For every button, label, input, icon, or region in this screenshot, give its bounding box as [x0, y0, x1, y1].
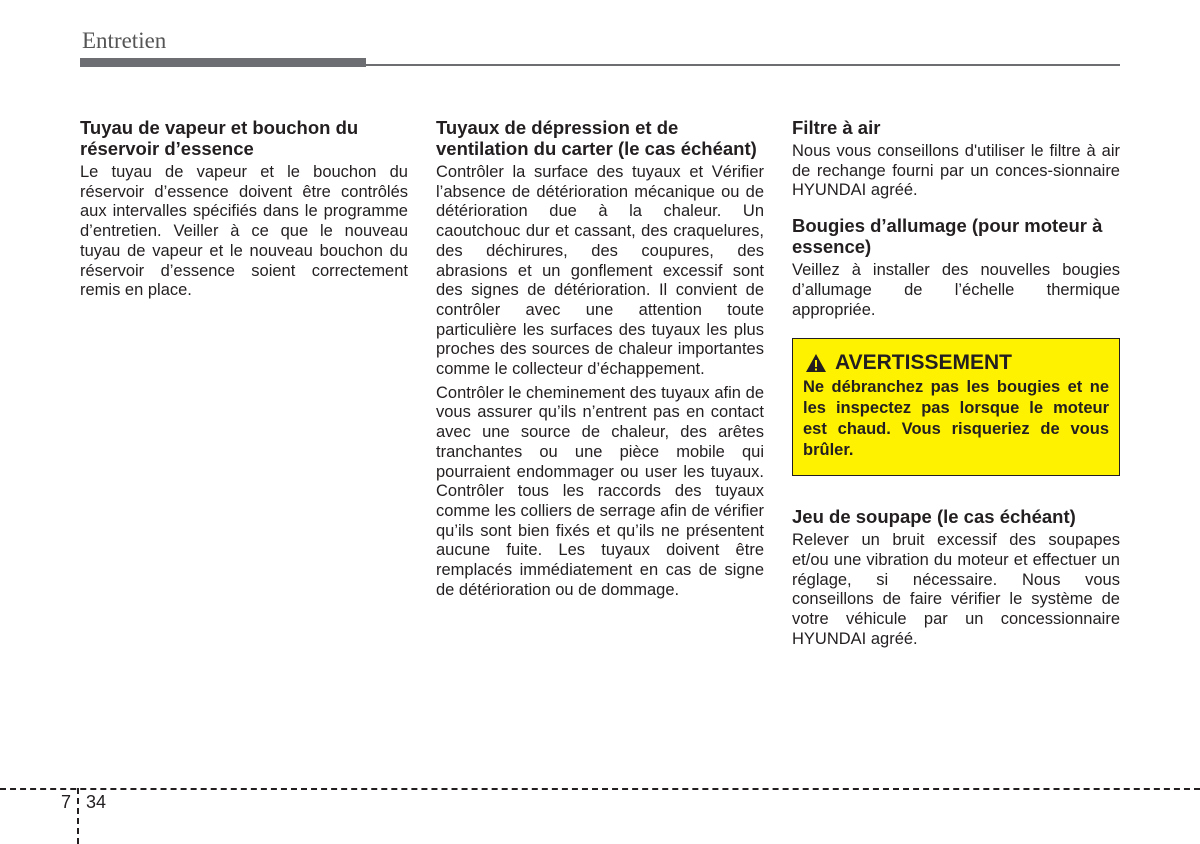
- chapter-number: 7: [61, 792, 72, 812]
- section-spark-plugs: [792, 215, 1120, 320]
- footer-rule: [0, 788, 1200, 790]
- section-text: Nous vous conseillons d'utiliser le filtre à air de rechange fourni par un conces-sionnaire HYUNDAI agréé.: [792, 142, 1120, 200]
- section-paragraph-2: Contrôler le cheminement des tuyaux afin de vous assurer qu’ils n’entrent pas en contact avec une source de chaleur, des arêtes tranchantes ou une pièce mobile qui pourraient endommager ou user les tuyaux. Contrôler tous les raccords des tuyaux comme les colliers de serrage afin de vérifier qu’ils sont bien fixés et qu’ils ne présentent aucune fuite. Les tuyaux doivent être remplacés immédiatement en cas de signe de détérioration ou de dommage.: [436, 383, 764, 599]
- page-number: 34: [86, 792, 107, 812]
- section-title: Filtre à air: [792, 117, 881, 138]
- section-air-filter: [792, 117, 1120, 201]
- section-valve-clearance: [792, 506, 1120, 649]
- section-text: Relever un bruit excessif des soupapes et/ou une vibration du moteur et effectuer un réglage, si nécessaire. Nous vous conseillons de faire vérifier le système de votre véhicule par un concessionnaire HYUNDAI agréé.: [792, 531, 1120, 648]
- column-1: [80, 117, 408, 315]
- section-paragraph-1: Contrôler la surface des tuyaux et Vérifier l’absence de détérioration mécanique ou de détérioration due à la chaleur. Un caoutchouc dur et cassant, des craquelures, des déchirures, des coupures, des abrasions et un gonflement excessif sont des signes de détérioration. Il convient de contrôler avec une attention toute particulière les surfaces des tuyaux les plus proches des sources de chaleur importantes comme le collecteur d’échappement.: [436, 163, 764, 379]
- section-title: Bougies d’allumage (pour moteur à essence): [792, 215, 1103, 258]
- section-text: Veillez à installer des nouvelles bougies d’allumage de l’échelle thermique appropriée.: [792, 261, 1120, 319]
- warning-box: [792, 338, 1120, 476]
- warning-triangle-icon: [805, 353, 827, 373]
- warning-header: [803, 351, 1109, 375]
- page-header-title: Entretien: [82, 28, 167, 53]
- section-title: Jeu de soupape (le cas échéant): [792, 506, 1076, 528]
- warning-title: AVERTISSEMENT: [835, 351, 1012, 375]
- section-vapor-hose: [80, 117, 408, 301]
- section-text: Le tuyau de vapeur et le bouchon du réservoir d’essence doivent être contrôlés aux intervalles spécifiés dans le programme d’entretien. Veiller à ce que le nouveau tuyau de vapeur et le nouveau bouchon du réservoir d’essence soient correctement remis en place.: [80, 163, 408, 300]
- header-rule: [80, 64, 1120, 66]
- footer-divider: [77, 788, 79, 844]
- section-title: Tuyau de vapeur et bouchon du réservoir d’essence: [80, 117, 359, 159]
- warning-text: Ne débranchez pas les bougies et ne les inspectez pas lorsque le moteur est chaud. Vous risqueriez de vous brûler.: [803, 378, 1109, 460]
- section-title: Tuyaux de dépression et de ventilation du carter (le cas échéant): [436, 117, 757, 159]
- section-vacuum-hoses: [436, 117, 764, 600]
- column-2: [436, 117, 764, 614]
- column-3: [792, 117, 1120, 663]
